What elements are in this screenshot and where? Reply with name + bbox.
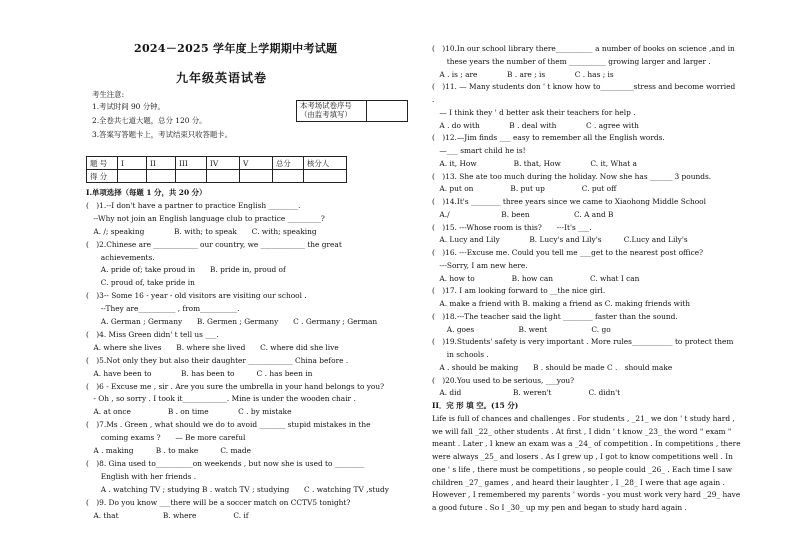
question-line: A . do with B . deal with C . agree with <box>432 120 639 130</box>
question-line: ( )1.--I don't have a partner to practice English ________. <box>86 200 301 210</box>
question-line: A. that B. where C. if <box>86 510 249 520</box>
score-table <box>86 156 347 183</box>
question-line: A. where she lives B. where she lived C. where did she live <box>86 342 339 352</box>
notice-line: 2.全卷共七道大题，总分 120 分。 <box>92 116 207 125</box>
question-line: a good future . So I _30_ up my pen and began to study hard again . <box>432 503 687 512</box>
exam-title: 2024－2025 学年度上学期期中考试题 <box>134 42 338 55</box>
score-cell: IV <box>207 157 240 170</box>
question-line: A. pride of; take proud in B. pride in, proud of <box>86 265 286 275</box>
score-cell: III <box>176 157 207 170</box>
score-cell[interactable] <box>304 170 347 183</box>
notice-heading: 考生注意: <box>92 90 125 99</box>
question-line: meant . Later , I knew an exam was a _24_ of competition . In competitions , there <box>432 439 741 449</box>
question-line: A . is ; are B . are ; is C . has ; is <box>432 69 614 79</box>
score-cell: 题 号 <box>87 157 118 170</box>
question-line: --They are__________ , from__________. <box>86 304 240 314</box>
question-line: children _27_ games , and heard their laughter , I _28_ I were that age again . <box>432 477 725 487</box>
question-line: ---Sorry, I am new here. <box>432 260 528 270</box>
question-line: A. goes B. went C. go <box>432 324 611 334</box>
question-line: ( )4. Miss Green didn' t tell us ___. <box>86 329 219 339</box>
question-line: A. did B. weren't C. didn't <box>432 388 621 398</box>
question-line: ( )11. — Many students don ' t know how to_________stress and become worried <box>432 82 736 92</box>
question-line: --Why not join an English language club to practice _________? <box>86 213 325 223</box>
question-line: — I think they ' d better ask their teachers for help . <box>432 107 636 117</box>
notice-line: 1.考试时间 90 分钟。 <box>92 102 165 111</box>
question-line: in schools . <box>432 350 489 359</box>
question-line: ( )5.Not only they but also their daughter ____________ China before . <box>86 355 349 365</box>
question-line: C. proud of, take pride in <box>86 278 195 288</box>
question-line: ( )6 - Excuse me , sir . Are you sure the umbrella in your hand belongs to you? <box>86 381 385 391</box>
question-line: A. it, How B. that, How C. it, What a <box>432 158 637 168</box>
question-line: ( )3-- Some 16 - year - old visitors are visiting our school . <box>86 291 307 301</box>
question-line: ( )19.Students' safety is very important . More rules___________ to protect them <box>432 337 734 347</box>
question-line: ( )10.In our school library there__________ a number of books on science ,and in <box>432 44 735 53</box>
question-line: ( )14.It's ________ three years since we came to Xiaohong Middle School <box>432 197 706 206</box>
question-line: English with her friends . <box>86 471 197 481</box>
score-cell: V <box>240 157 273 170</box>
question-line: ( )17. I am looking forward to __the nice girl. <box>432 286 606 296</box>
score-cell[interactable] <box>147 170 176 183</box>
question-line: achievements. <box>86 252 155 262</box>
question-line: —___ smart child he is! <box>432 146 526 155</box>
question-line: ( )18.---The teacher said the light ________ faster than the sound. <box>432 311 678 321</box>
question-line: A. German ; Germany B. Germen ; Germany C . Germany ; German <box>86 317 378 326</box>
question-line: . <box>432 95 435 104</box>
score-cell[interactable] <box>176 170 207 183</box>
question-line: ( )7.Ms . Green , what should we do to avoid _______ stupid mistakes in the <box>86 420 371 430</box>
score-table-value-row <box>87 170 347 183</box>
section-heading: II．完 形 填 空。(15 分) <box>432 401 519 410</box>
question-line: A. make a friend with B. making a friend as C. making friends with <box>432 299 691 308</box>
seat-box-line2: （由监考填写） <box>300 110 352 119</box>
score-cell[interactable] <box>240 170 273 183</box>
score-table-header-row <box>87 157 347 170</box>
question-line: A . making B . to make C. made <box>86 446 251 455</box>
question-line: ( )12.—Jim finds ___ easy to remember all the English words. <box>432 133 665 143</box>
question-line: we will fall _22_ other students . At first , I didn ' t know _23_ the word " exam " <box>432 426 732 436</box>
question-line: ( )16. ---Excuse me. Could you tell me ___get to the nearest post office? <box>432 248 704 257</box>
question-line: A. have been to B. has been to C . has been in <box>86 368 313 378</box>
seat-box-line1: 本考场试卷序号 <box>300 101 352 110</box>
question-line: A./ B. been C. A and B <box>432 209 614 219</box>
question-line: A. Lucy and Lily B. Lucy's and Lily's C.Lucy and Lily's <box>432 235 688 245</box>
question-line: A. at once B . on time C . by mistake <box>86 407 292 417</box>
score-cell: II <box>147 157 176 170</box>
question-line: A. /; speaking B. with; to speak C. with; speaking <box>86 226 317 236</box>
question-line: ( )13. She ate too much during the holiday. Now she has ______ 3 pounds. <box>432 171 712 181</box>
question-line: A. how to B. how can C. what I can <box>432 273 640 283</box>
score-cell: I <box>118 157 147 170</box>
seat-number-label <box>297 101 367 121</box>
score-cell: 核分人 <box>304 157 347 170</box>
question-line: A . should be making B . should be made C . should make <box>432 362 673 372</box>
score-cell: 总分 <box>273 157 304 170</box>
question-line: ( )8. Gina used to__________on weekends , but now she is used to ________ <box>86 458 365 468</box>
notice-line: 3.答案写答题卡上，考试结束只收答题卡。 <box>92 130 233 139</box>
score-cell: 得 分 <box>87 170 118 183</box>
question-line: one ' s life , there must be competitions , so people could _26_ . Each time I saw <box>432 464 732 474</box>
question-line: coming exams ? — Be more careful <box>86 433 246 443</box>
paper-subtitle: 九年级英语试卷 <box>176 71 268 85</box>
question-line: ( )15. ---Whose room is this? ---It's ___. <box>432 222 592 232</box>
score-cell[interactable] <box>118 170 147 183</box>
question-line: Life is full of chances and challenges . For students , _21_ we don ' t study hard , <box>432 413 735 423</box>
question-line: these years the number of them __________ growing larger and larger . <box>432 56 711 66</box>
question-line: - Oh , so sorry . I took it____________. Mine is under the wooden chair . <box>86 394 356 404</box>
question-line: ( )2.Chinese are ____________ our country, we ____________ the great <box>86 239 342 249</box>
score-cell[interactable] <box>273 170 304 183</box>
seat-number-box <box>296 100 408 122</box>
score-cell[interactable] <box>207 170 240 183</box>
question-line: A. put on B. put up C. put off <box>432 184 617 194</box>
question-line: A . watching TV ; studying B . watch TV ; studying C . watching TV ,study <box>86 484 389 494</box>
question-line: ( )9. Do you know ___there will be a soccer match on CCTV5 tonight? <box>86 497 351 507</box>
question-line: ( )20.You used to be serious, ___you? <box>432 375 575 385</box>
question-line: were always _25_ and losers . As I grew up , I got to know competitions well . In <box>432 452 733 461</box>
question-line: However , I remembered my parents ' words - you must work very hard _29_ have <box>432 490 741 500</box>
section-heading: I.单项选择（每题 1 分，共 20 分） <box>86 188 207 197</box>
